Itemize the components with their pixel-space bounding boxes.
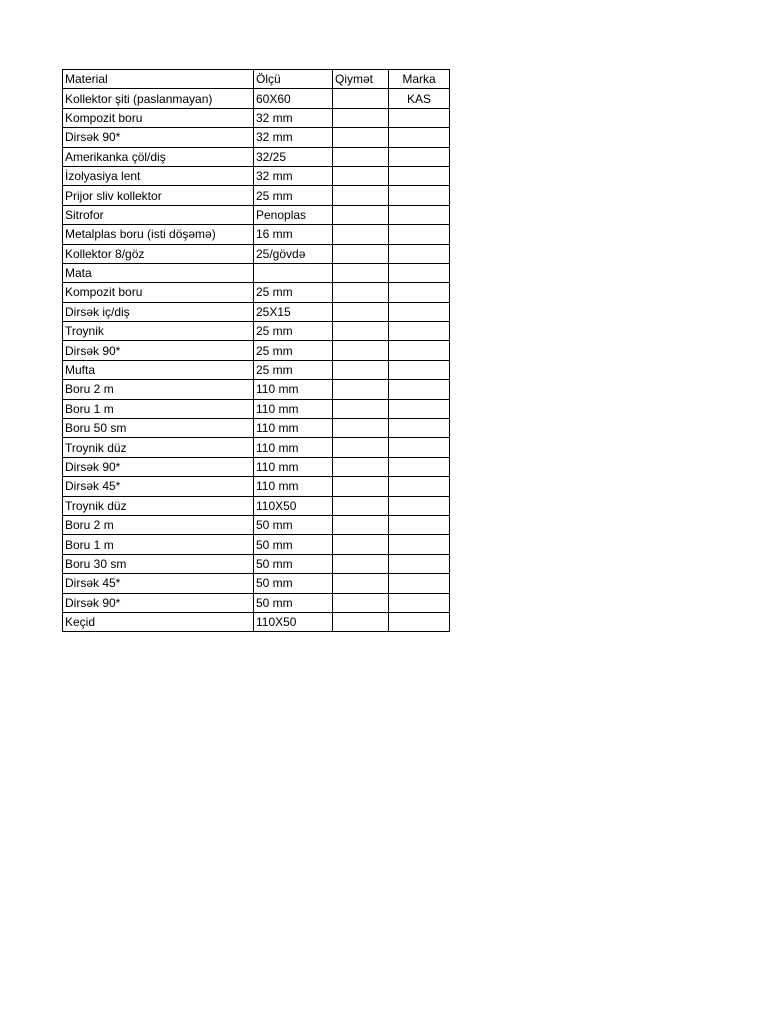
cell-material: Dirsək 90* xyxy=(63,128,254,147)
header-marka: Marka xyxy=(389,70,450,89)
cell-material: Dirsək 90* xyxy=(63,457,254,476)
cell-olcu: 32/25 xyxy=(254,147,333,166)
cell-marka xyxy=(389,302,450,321)
cell-material: Mata xyxy=(63,263,254,282)
cell-olcu: 110 mm xyxy=(254,477,333,496)
table-row xyxy=(63,186,450,205)
cell-marka xyxy=(389,341,450,360)
cell-material: Dirsək 45* xyxy=(63,574,254,593)
cell-material: Troynik düz xyxy=(63,438,254,457)
cell-olcu: 25X15 xyxy=(254,302,333,321)
cell-olcu xyxy=(254,263,333,282)
cell-material: Boru 2 m xyxy=(63,515,254,534)
cell-marka xyxy=(389,535,450,554)
cell-olcu: 50 mm xyxy=(254,515,333,534)
cell-material: Boru 30 sm xyxy=(63,554,254,573)
cell-marka xyxy=(389,438,450,457)
cell-olcu: 60X60 xyxy=(254,89,333,108)
cell-qiymet xyxy=(333,515,389,534)
cell-olcu: 25 mm xyxy=(254,341,333,360)
cell-qiymet xyxy=(333,535,389,554)
table-row xyxy=(63,283,450,302)
cell-marka xyxy=(389,380,450,399)
cell-qiymet xyxy=(333,554,389,573)
cell-material: Kompozit boru xyxy=(63,283,254,302)
cell-olcu: 110 mm xyxy=(254,457,333,476)
cell-marka xyxy=(389,554,450,573)
cell-material: Prijor sliv kollektor xyxy=(63,186,254,205)
table-row xyxy=(63,419,450,438)
cell-qiymet xyxy=(333,419,389,438)
cell-marka xyxy=(389,225,450,244)
cell-marka xyxy=(389,263,450,282)
table-row xyxy=(63,457,450,476)
cell-olcu: 16 mm xyxy=(254,225,333,244)
table-row xyxy=(63,360,450,379)
cell-qiymet xyxy=(333,593,389,612)
cell-qiymet xyxy=(333,341,389,360)
cell-olcu: 32 mm xyxy=(254,108,333,127)
table-row xyxy=(63,535,450,554)
cell-material: Mufta xyxy=(63,360,254,379)
cell-olcu: 110 mm xyxy=(254,399,333,418)
cell-material: Amerikanka çöl/diş xyxy=(63,147,254,166)
cell-olcu: 50 mm xyxy=(254,593,333,612)
cell-material: İzolyasiya lent xyxy=(63,166,254,185)
cell-olcu: 50 mm xyxy=(254,574,333,593)
cell-marka xyxy=(389,283,450,302)
cell-marka xyxy=(389,457,450,476)
table-row xyxy=(63,89,450,108)
cell-qiymet xyxy=(333,147,389,166)
cell-marka xyxy=(389,322,450,341)
header-olcu: Ölçü xyxy=(254,70,333,89)
table-row xyxy=(63,147,450,166)
cell-qiymet xyxy=(333,322,389,341)
table-row xyxy=(63,263,450,282)
table-row xyxy=(63,128,450,147)
header-material: Material xyxy=(63,70,254,89)
cell-marka xyxy=(389,244,450,263)
cell-marka xyxy=(389,419,450,438)
cell-material: Dirsək 90* xyxy=(63,593,254,612)
table-row xyxy=(63,399,450,418)
table-row xyxy=(63,477,450,496)
table-row xyxy=(63,380,450,399)
table-row xyxy=(63,302,450,321)
table-row xyxy=(63,438,450,457)
cell-marka xyxy=(389,593,450,612)
cell-material: Dirsək 45* xyxy=(63,477,254,496)
cell-qiymet xyxy=(333,166,389,185)
cell-material: Troynik düz xyxy=(63,496,254,515)
cell-qiymet xyxy=(333,496,389,515)
table-row xyxy=(63,496,450,515)
cell-marka xyxy=(389,399,450,418)
cell-olcu: 110 mm xyxy=(254,419,333,438)
cell-qiymet xyxy=(333,302,389,321)
cell-material: Kollektor şiti (paslanmayan) xyxy=(63,89,254,108)
cell-material: Troynik xyxy=(63,322,254,341)
cell-material: Kompozit boru xyxy=(63,108,254,127)
cell-olcu: 50 mm xyxy=(254,535,333,554)
cell-material: Metalplas boru (isti döşəmə) xyxy=(63,225,254,244)
cell-marka xyxy=(389,612,450,631)
cell-qiymet xyxy=(333,186,389,205)
cell-marka xyxy=(389,574,450,593)
table-row xyxy=(63,593,450,612)
cell-olcu: Penoplas xyxy=(254,205,333,224)
cell-material: Boru 2 m xyxy=(63,380,254,399)
header-qiymet: Qiymət xyxy=(333,70,389,89)
cell-qiymet xyxy=(333,263,389,282)
materials-table xyxy=(62,69,450,632)
table-row xyxy=(63,225,450,244)
cell-marka xyxy=(389,128,450,147)
cell-qiymet xyxy=(333,574,389,593)
table-row xyxy=(63,108,450,127)
table-row xyxy=(63,554,450,573)
cell-olcu: 25 mm xyxy=(254,360,333,379)
cell-qiymet xyxy=(333,205,389,224)
cell-olcu: 110X50 xyxy=(254,496,333,515)
cell-qiymet xyxy=(333,380,389,399)
cell-olcu: 32 mm xyxy=(254,128,333,147)
cell-marka xyxy=(389,166,450,185)
cell-olcu: 25 mm xyxy=(254,322,333,341)
cell-qiymet xyxy=(333,128,389,147)
cell-marka: KAS xyxy=(389,89,450,108)
cell-qiymet xyxy=(333,108,389,127)
cell-marka xyxy=(389,515,450,534)
cell-material: Keçid xyxy=(63,612,254,631)
materials-table-body xyxy=(63,70,450,632)
cell-olcu: 110 mm xyxy=(254,380,333,399)
cell-olcu: 25 mm xyxy=(254,186,333,205)
cell-material: Dirsək 90* xyxy=(63,341,254,360)
cell-material: Sitrofor xyxy=(63,205,254,224)
cell-material: Kollektor 8/göz xyxy=(63,244,254,263)
cell-qiymet xyxy=(333,283,389,302)
cell-material: Dirsək iç/diş xyxy=(63,302,254,321)
cell-marka xyxy=(389,186,450,205)
cell-qiymet xyxy=(333,360,389,379)
cell-material: Boru 1 m xyxy=(63,535,254,554)
cell-olcu: 110X50 xyxy=(254,612,333,631)
cell-qiymet xyxy=(333,457,389,476)
cell-qiymet xyxy=(333,244,389,263)
cell-marka xyxy=(389,205,450,224)
table-row xyxy=(63,205,450,224)
cell-olcu: 25/gövdə xyxy=(254,244,333,263)
cell-material: Boru 50 sm xyxy=(63,419,254,438)
table-row xyxy=(63,322,450,341)
cell-qiymet xyxy=(333,399,389,418)
cell-olcu: 110 mm xyxy=(254,438,333,457)
cell-olcu: 25 mm xyxy=(254,283,333,302)
table-header-row xyxy=(63,70,450,89)
cell-olcu: 32 mm xyxy=(254,166,333,185)
cell-qiymet xyxy=(333,612,389,631)
cell-marka xyxy=(389,477,450,496)
cell-material: Boru 1 m xyxy=(63,399,254,418)
cell-qiymet xyxy=(333,89,389,108)
cell-marka xyxy=(389,147,450,166)
table-row xyxy=(63,166,450,185)
table-row xyxy=(63,515,450,534)
cell-marka xyxy=(389,108,450,127)
table-row xyxy=(63,341,450,360)
table-row xyxy=(63,244,450,263)
cell-marka xyxy=(389,360,450,379)
cell-qiymet xyxy=(333,225,389,244)
cell-olcu: 50 mm xyxy=(254,554,333,573)
table-row xyxy=(63,574,450,593)
cell-qiymet xyxy=(333,477,389,496)
cell-marka xyxy=(389,496,450,515)
table-row xyxy=(63,612,450,631)
cell-qiymet xyxy=(333,438,389,457)
